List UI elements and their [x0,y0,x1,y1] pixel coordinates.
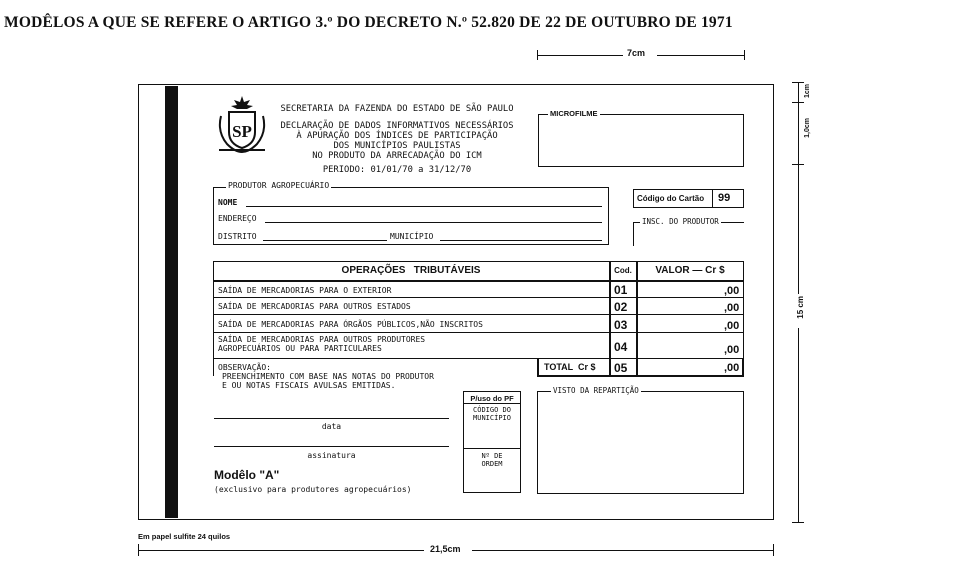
declaracao-line-1: DECLARAÇÃO DE DADOS INFORMATIVOS NECESSÁRIOS [280,121,514,131]
modelo-title: Modêlo "A" [214,468,280,482]
top-dimension-label: 7cm [627,48,646,58]
operacao-row-1-desc: SAÍDA DE MERCADORIAS PARA O EXTERIOR [218,286,392,295]
municipio-field[interactable] [440,240,602,241]
uso-pf-ordem-line-1: Nº DE [481,452,503,460]
paper-note: Em papel sulfite 24 quilos [138,532,231,541]
black-margin-bar [165,86,178,518]
produtor-title: PRODUTOR AGROPECUÁRIO [228,181,330,190]
operacao-row-2-cod: 02 [614,300,628,314]
insc-produtor-label: INSC. DO PRODUTOR [642,217,719,226]
observacao-label: OBSERVAÇÃO: [218,363,271,372]
operacao-row-1-valor[interactable]: ,00 [724,285,740,297]
observacao-line-1: PREENCHIMENTO COM BASE NAS NOTAS DO PRODUTOR [222,372,434,381]
operacoes-header-valor: VALOR — Cr $ [655,265,725,276]
top-dimension [537,48,745,62]
declaracao-line-4: NO PRODUTO DA ARRECADAÇÃO DO ICM [312,151,482,161]
nome-label: NOME [218,198,238,207]
total-valor[interactable]: ,00 [724,362,740,374]
side-dim-a-label: 1,0cm [804,118,811,138]
operacao-row-3-valor[interactable]: ,00 [724,320,740,332]
operacoes-header-title: OPERAÇÕES TRIBUTÁVEIS [341,265,481,276]
microfilme-box [538,114,744,167]
operacao-row-3-desc: SAÍDA DE MERCADORIAS PARA ÓRGÃOS PÚBLICOS,NÃO INSCRITOS [218,320,483,329]
distrito-label: DISTRITO [218,232,257,241]
sp-coat-of-arms-icon [213,94,271,156]
data-line[interactable] [214,418,449,419]
width-dimension-label: 21,5cm [430,544,461,554]
side-dimension [784,82,824,524]
declaracao-line-2: À APURAÇÃO DOS ÍNDICES DE PARTICIPAÇÃO [296,131,498,141]
distrito-field[interactable] [263,240,387,241]
codigo-cartao-value: 99 [718,192,731,204]
uso-pf-ordem-line-2: ORDEM [481,460,503,468]
operacao-row-4-desc2: AGROPECUÁRIOS OU PARA PARTICULARES [218,344,382,353]
operacao-row-2-valor[interactable]: ,00 [724,302,740,314]
logo-text: SP [232,122,252,141]
operacao-row-4-desc: SAÍDA DE MERCADORIAS PARA OUTROS PRODUTORES [218,335,426,344]
data-label: data [321,422,342,431]
nome-field[interactable] [246,206,602,207]
side-dim-b-label: 1cm [804,84,811,99]
operacao-row-4-valor[interactable]: ,00 [724,344,740,356]
assinatura-line[interactable] [214,446,449,447]
operacao-row-2-desc: SAÍDA DE MERCADORIAS PARA OUTROS ESTADOS [218,302,411,311]
observacao-line-2: E OU NOTAS FISCAIS AVULSAS EMITIDAS. [222,381,396,390]
uso-pf-codigo-line-1: CÓDIGO DO [473,406,511,414]
endereco-field[interactable] [265,222,602,223]
declaracao-line-3: DOS MUNICÍPIOS PAULISTAS [333,141,461,151]
periodo-label: PERIODO: 01/01/70 a 31/12/70 [322,165,472,175]
document-title: MODÊLOS A QUE SE REFERE O ARTIGO 3.º DO DECRETO N.º 52.820 DE 22 DE OUTUBRO DE 1971 [4,14,733,31]
uso-pf-codigo-line-2: MUNICÍPIO [473,414,511,422]
total-cod: 05 [614,361,628,375]
total-label: TOTAL Cr $ [544,362,596,372]
microfilme-label: MICROFILME [550,109,598,118]
uso-pf-title: P/uso do PF [470,394,514,403]
modelo-subtitle: (exclusivo para produtores agropecuários) [214,485,412,494]
operacao-row-4-cod: 04 [614,340,628,354]
width-dimension [138,543,774,557]
municipio-label: MUNICÍPIO [390,232,434,241]
endereco-label: ENDEREÇO [218,214,257,223]
operacao-row-3-cod: 03 [614,318,628,332]
secretaria-heading: SECRETARIA DA FAZENDA DO ESTADO DE SÃO PAULO [280,104,514,114]
visto-box[interactable] [537,391,744,494]
codigo-cartao-label: Código do Cartão [637,194,705,203]
visto-label: VISTO DA REPARTIÇÃO [553,386,639,395]
operacoes-header-cod: Cod. [614,266,632,275]
assinatura-label: assinatura [307,451,356,460]
height-dim-label: 15 cm [796,296,805,319]
operacao-row-1-cod: 01 [614,283,628,297]
